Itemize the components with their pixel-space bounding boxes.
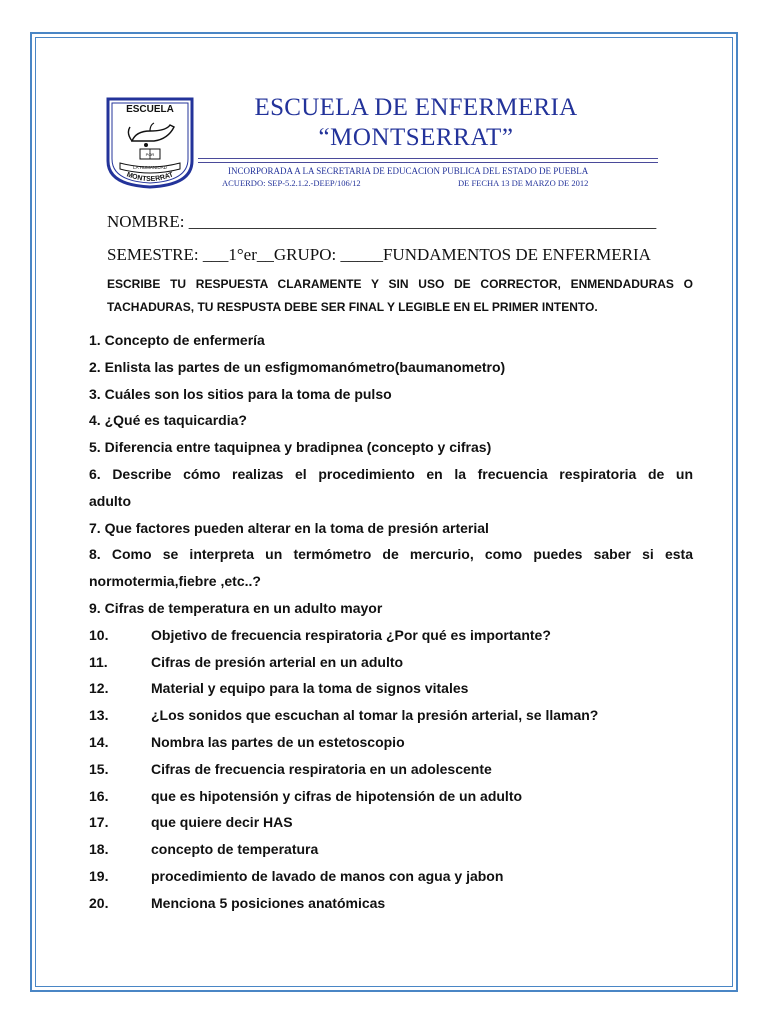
incorporation-text: INCORPORADA A LA SECRETARIA DE EDUCACION PUBLICA DEL ESTADO DE PUEBLA xyxy=(228,166,589,176)
question-number: 16. xyxy=(89,787,109,804)
question-item xyxy=(89,868,503,884)
semester-field: SEMESTRE: ___1°er__GRUPO: _____FUNDAMENTOS DE ENFERMERIA xyxy=(107,245,651,264)
logo-band-text: LA HUMANIDAD xyxy=(133,165,167,170)
question-text: Describe cómo realizas el procedimiento en la frecuencia respiratoria de un xyxy=(112,466,694,482)
date-text: DE FECHA 13 DE MARZO DE 2012 xyxy=(458,178,589,188)
question-item xyxy=(89,546,693,562)
question-number: 8. xyxy=(89,546,101,563)
question-item xyxy=(89,654,403,670)
logo-bottom-text: MONTSERRAT xyxy=(125,171,175,184)
question-item xyxy=(89,332,265,348)
question-number: 6. xyxy=(89,466,101,482)
question-text: concepto de temperatura xyxy=(151,841,319,858)
question-text: Diferencia entre taquipnea y bradipnea (concepto y cifras) xyxy=(104,439,492,456)
question-number: 7. xyxy=(89,519,101,536)
question-text: Objetivo de frecuencia respiratoria ¿Por qué es importante? xyxy=(151,626,551,643)
question-number: 20. xyxy=(89,894,109,911)
question-item xyxy=(89,520,489,536)
question-text: ¿Qué es taquicardia? xyxy=(104,412,247,429)
question-item xyxy=(89,841,318,857)
logo-book-text: POR xyxy=(145,152,155,157)
question-number: 2. xyxy=(89,358,101,375)
question-item xyxy=(89,439,491,455)
question-text: Cuáles son los sitios para la toma de pulso xyxy=(104,385,392,402)
question-text: que es hipotensión y cifras de hipotensión de un adulto xyxy=(151,787,523,804)
question-text: Material y equipo para la toma de signos vitales xyxy=(151,680,469,697)
question-item xyxy=(89,895,385,911)
agreement-text: ACUERDO: SEP-5.2.1.2.-DEEP/106/12 xyxy=(222,178,361,188)
header-rule-2 xyxy=(198,162,658,163)
question-text: Cifras de frecuencia respiratoria en un adolescente xyxy=(151,760,492,777)
question-item xyxy=(89,814,293,830)
question-number: 17. xyxy=(89,814,109,831)
question-number: 11. xyxy=(89,653,108,670)
question-text: Concepto de enfermería xyxy=(104,332,265,348)
question-number: 10. xyxy=(89,626,109,643)
question-number: 3. xyxy=(89,385,101,402)
instructions-line-2: TACHADURAS, TU RESPUSTA DEBE SER FINAL Y LEGIBLE EN EL PRIMER INTENTO. xyxy=(107,300,598,314)
question-item xyxy=(89,466,693,482)
question-number: 9. xyxy=(89,600,101,616)
question-continuation: normotermia,fiebre ,etc..? xyxy=(89,573,261,590)
question-continuation: adulto xyxy=(89,492,131,509)
question-text: Nombra las partes de un estetoscopio xyxy=(151,734,405,750)
question-number: 18. xyxy=(89,841,109,858)
question-item xyxy=(89,788,522,804)
question-text: Menciona 5 posiciones anatómicas xyxy=(151,894,386,911)
question-text: ¿Los sonidos que escuchan al tomar la presión arterial, se llaman? xyxy=(151,707,599,724)
header-rule xyxy=(198,158,658,159)
school-subtitle: “MONTSERRAT” xyxy=(318,124,514,151)
question-number: 14. xyxy=(89,734,109,750)
question-item xyxy=(89,359,505,375)
question-text: Enlista las partes de un esfigmomanómetro(baumanometro) xyxy=(104,358,506,375)
question-item xyxy=(89,707,598,723)
question-text: Cifras de temperatura en un adulto mayor xyxy=(104,600,383,616)
question-text: Como se interpreta un termómetro de mercurio, como puedes saber si esta xyxy=(111,546,693,563)
question-item xyxy=(89,680,468,696)
question-number: 19. xyxy=(89,868,109,884)
question-number: 5. xyxy=(89,439,101,456)
question-item xyxy=(89,734,405,750)
question-number: 12. xyxy=(89,680,109,697)
question-number: 4. xyxy=(89,412,101,429)
name-field: NOMBRE: _______________________________________________________ xyxy=(107,212,657,231)
question-text: procedimiento de lavado de manos con agua y jabon xyxy=(151,868,504,884)
question-number: 1. xyxy=(89,332,101,348)
question-number: 15. xyxy=(89,760,109,777)
school-title: ESCUELA DE ENFERMERIA xyxy=(254,94,578,121)
question-text: que quiere decir HAS xyxy=(151,814,293,831)
instructions-line-1: ESCRIBE TU RESPUESTA CLARAMENTE Y SIN USO DE CORRECTOR, ENMENDADURAS O xyxy=(107,277,693,291)
question-text: Cifras de presión arterial en un adulto xyxy=(151,653,404,670)
question-text: Que factores pueden alterar en la toma de presión arterial xyxy=(104,519,489,536)
question-item xyxy=(89,412,247,428)
question-item xyxy=(89,600,382,616)
school-logo xyxy=(106,97,194,189)
question-item xyxy=(89,761,492,777)
question-item xyxy=(89,627,551,643)
question-number: 13. xyxy=(89,707,109,724)
question-item xyxy=(89,386,392,402)
logo-top-text: ESCUELA xyxy=(126,104,174,115)
